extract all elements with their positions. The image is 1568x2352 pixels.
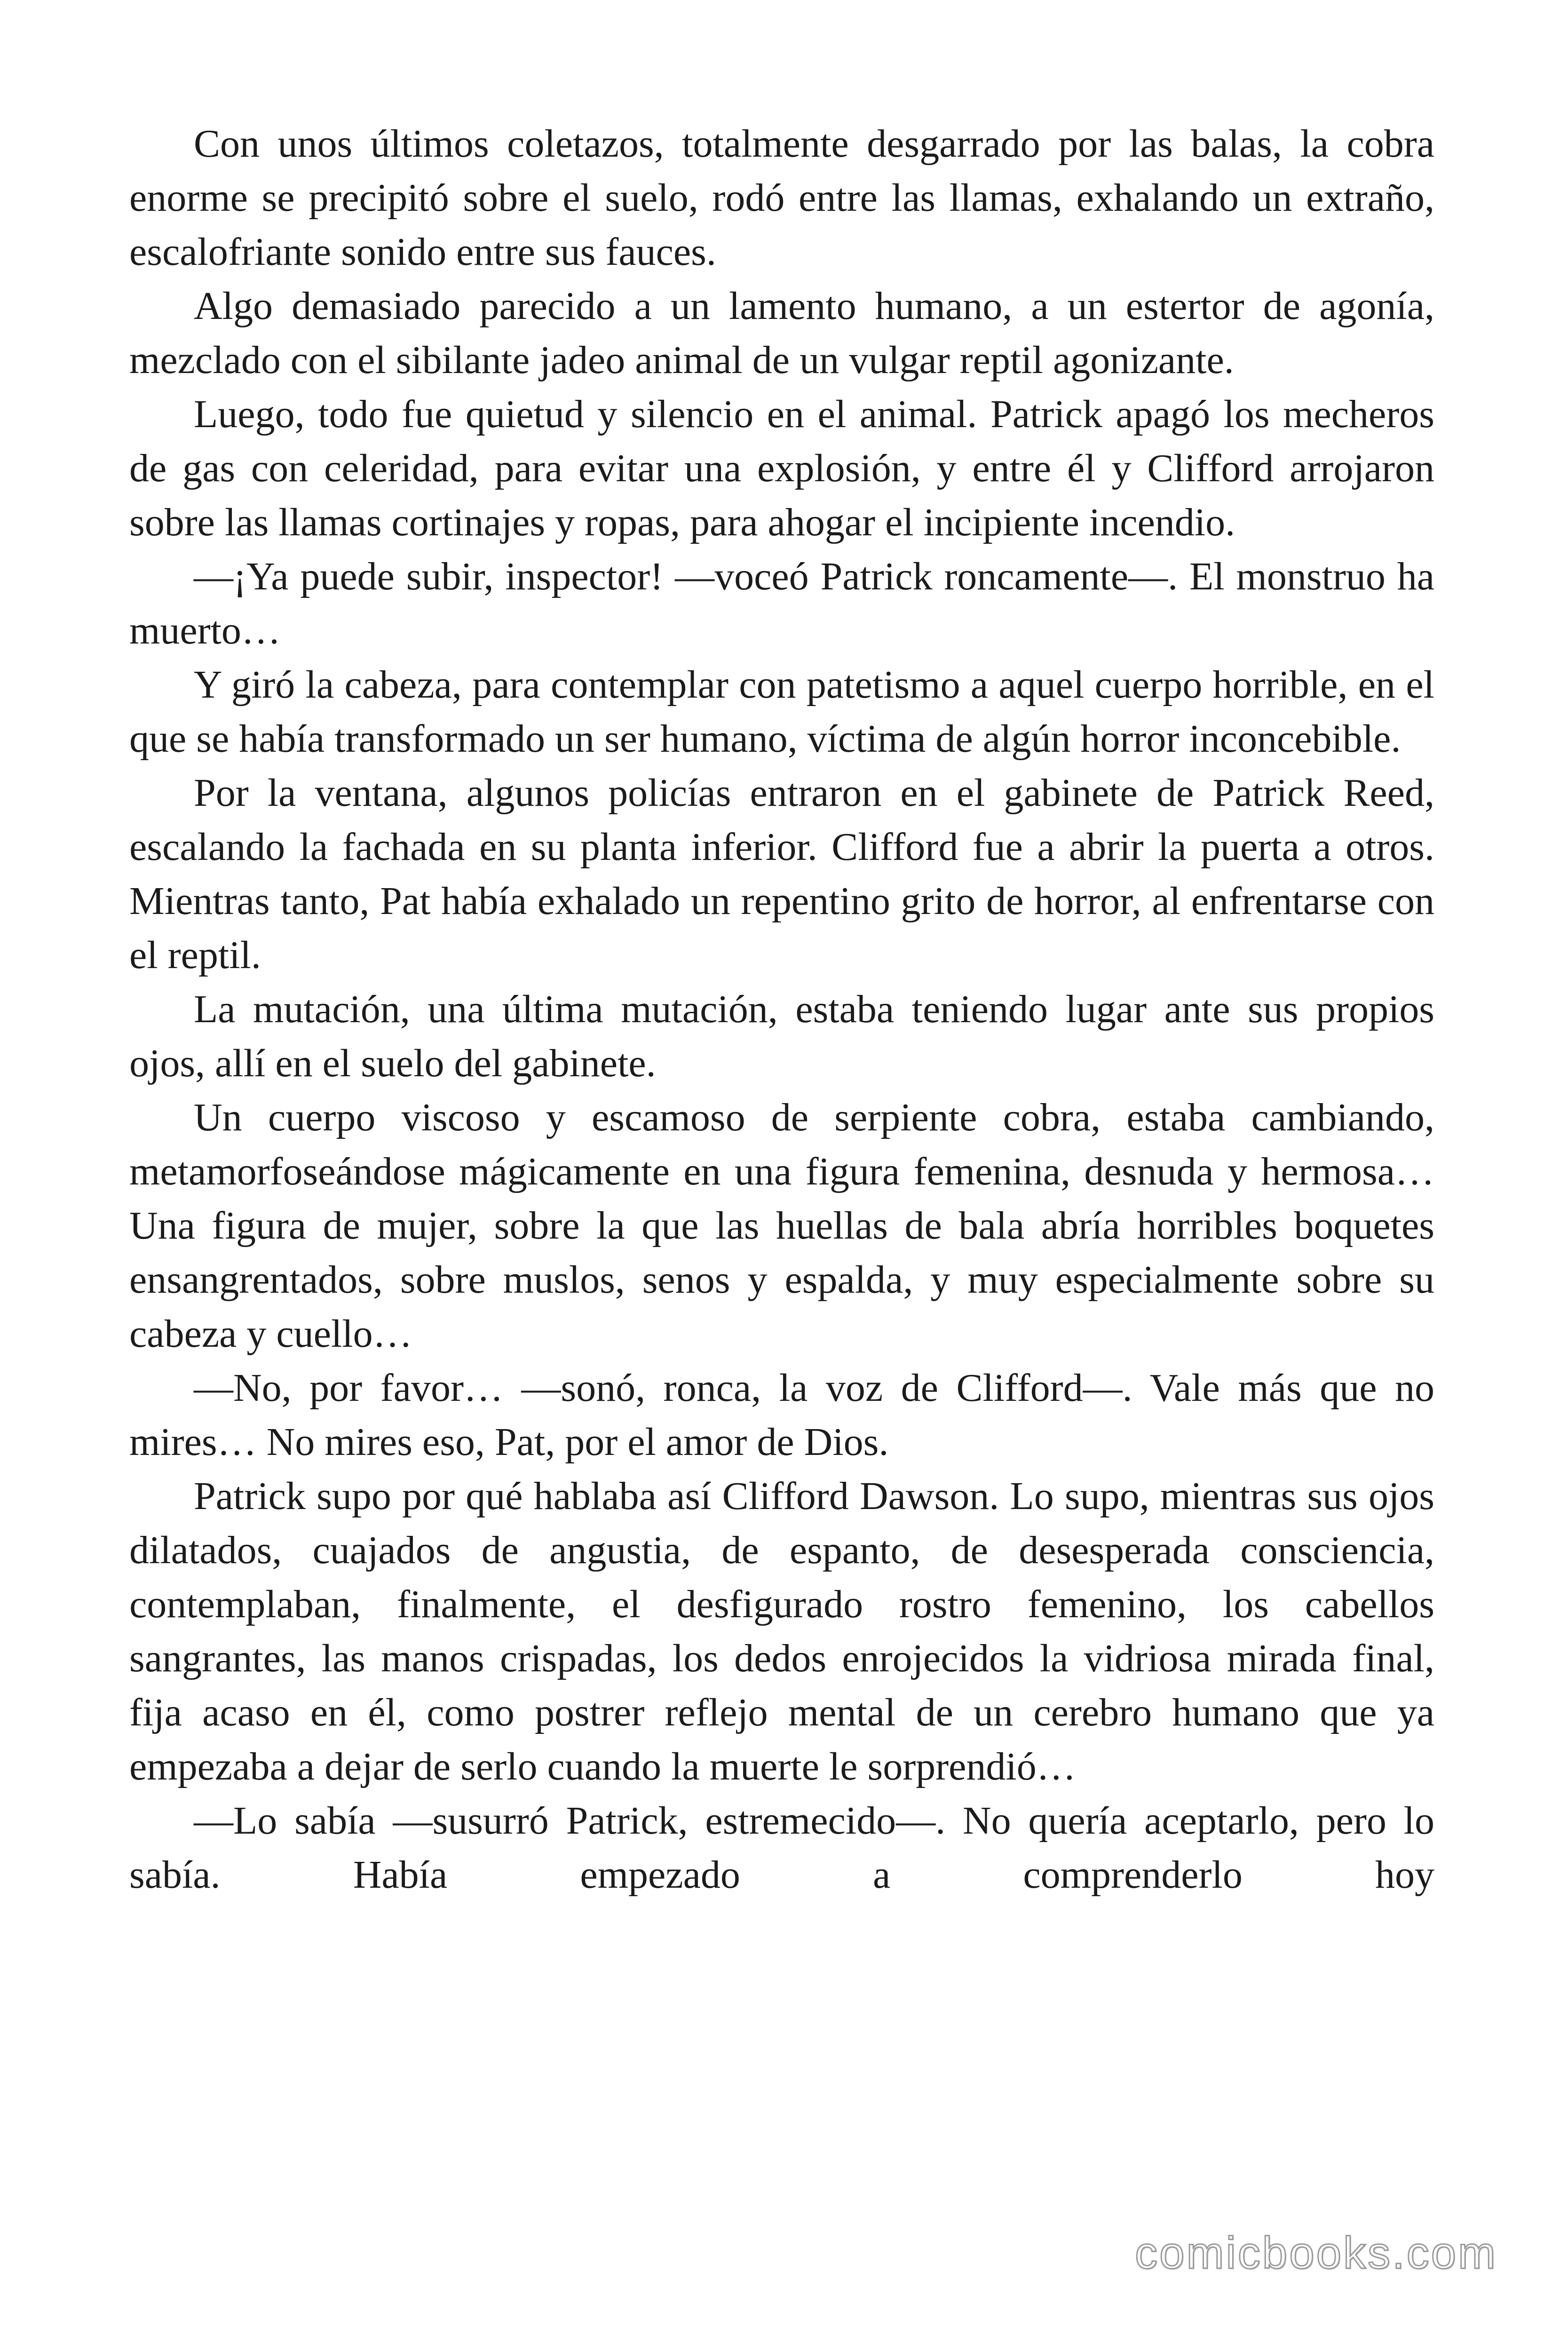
watermark: comicbooks.com — [1135, 2228, 1497, 2278]
paragraph: —No, por favor… —sonó, ronca, la voz de Clifford—. Vale más que no mires… No mires eso, Pat, por el amor de Dios. — [129, 1366, 1434, 1464]
paragraph: Por la ventana, algunos policías entraron en el gabinete de Patrick Reed, escalando la fachada en su planta inferior. Clifford fue a abrir la puerta a otros. Mientras tanto, Pat había exhalado un repentino grito de horror, al enfrentarse con el reptil. — [129, 771, 1434, 977]
paragraph: La mutación, una última mutación, estaba teniendo lugar ante sus propios ojos, allí en el suelo del gabinete. — [129, 987, 1434, 1085]
paragraph: Patrick supo por qué hablaba así Clifford Dawson. Lo supo, mientras sus ojos dilatados, cuajados de angustia, de espanto, de desesperada consciencia, contemplaban, finalmente, el desfigurado rostro femenino, los cabellos sangrantes, las manos crispadas, los dedos enrojecidos la vidriosa mirada final, fija acaso en él, como postrer reflejo mental de un cerebro humano que ya empezaba a dejar de serlo cuando la muerte le sorprendió… — [129, 1474, 1434, 1788]
page-body-text — [129, 117, 1434, 1902]
paragraph: Con unos últimos coletazos, totalmente desgarrado por las balas, la cobra enorme se precipitó sobre el suelo, rodó entre las llamas, exhalando un extraño, escalofriante sonido entre sus fauces. — [129, 122, 1434, 274]
paragraph: Y giró la cabeza, para contemplar con patetismo a aquel cuerpo horrible, en el que se había transformado un ser humano, víctima de algún horror inconcebible. — [129, 663, 1434, 761]
paragraph-last: —Lo sabía —susurró Patrick, estremecido—. No quería aceptarlo, pero lo sabía. Había empezado a comprenderlo hoy — [129, 1799, 1434, 1897]
paragraph: Un cuerpo viscoso y escamoso de serpiente cobra, estaba cambiando, metamorfoseándose mágicamente en una figura femenina, desnuda y hermosa… Una figura de mujer, sobre la que las huellas de bala abría horribles boquetes ensangrentados, sobre muslos, senos y espalda, y muy especialmente sobre su cabeza y cuello… — [129, 1096, 1434, 1356]
paragraph: Luego, todo fue quietud y silencio en el animal. Patrick apagó los mecheros de gas con celeridad, para evitar una explosión, y entre él y Clifford arrojaron sobre las llamas cortinajes y ropas, para ahogar el incipiente incendio. — [129, 392, 1434, 544]
paragraph: Algo demasiado parecido a un lamento humano, a un estertor de agonía, mezclado con el sibilante jadeo animal de un vulgar reptil agonizante. — [129, 284, 1434, 382]
paragraph: —¡Ya puede subir, inspector! —voceó Patrick roncamente—. El monstruo ha muerto… — [129, 555, 1434, 652]
